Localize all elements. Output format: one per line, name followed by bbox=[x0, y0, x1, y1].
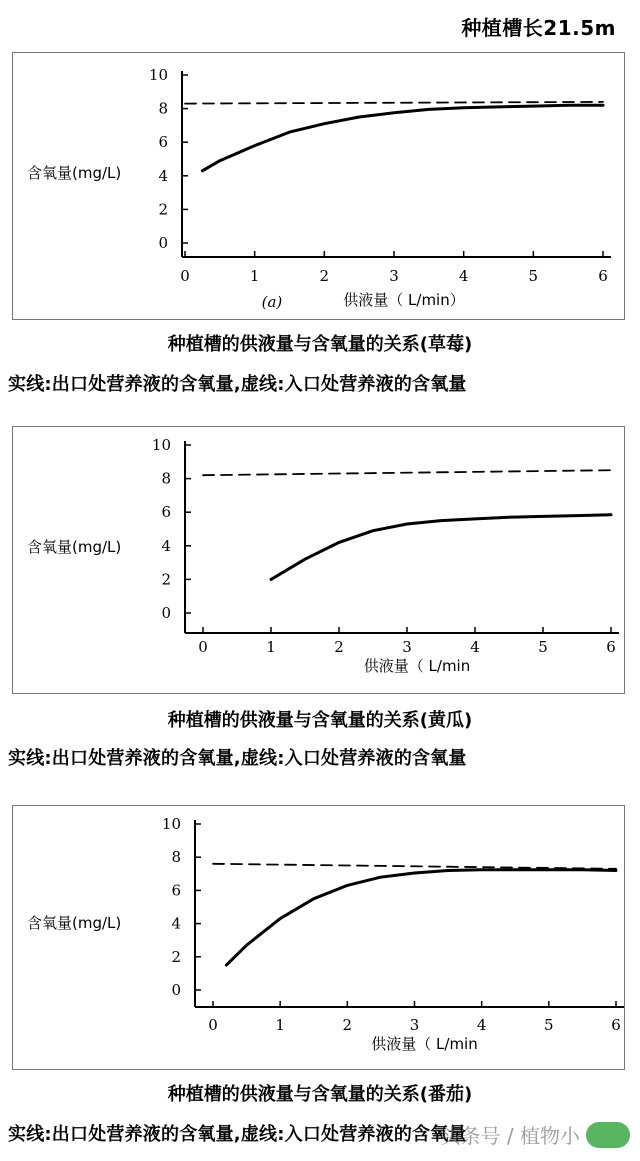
y-tick-label: 8 bbox=[161, 469, 171, 488]
y-tick-label: 6 bbox=[161, 503, 171, 522]
inlet-oxygen-dashed-line bbox=[213, 864, 616, 869]
y-tick-label: 0 bbox=[171, 981, 181, 999]
y-tick-label: 4 bbox=[161, 536, 171, 555]
y-tick-label: 10 bbox=[151, 436, 171, 454]
x-tick-label: 4 bbox=[470, 638, 480, 656]
chart-panel-strawberry bbox=[12, 52, 625, 320]
header-note: 种植槽长21.5m bbox=[461, 16, 616, 40]
outlet-oxygen-line bbox=[226, 870, 616, 965]
watermark-logo-icon bbox=[586, 1122, 630, 1148]
chart-panel-cucumber bbox=[12, 426, 625, 694]
line-chart-tomato bbox=[13, 806, 626, 1071]
x-tick-label: 1 bbox=[275, 1016, 285, 1034]
x-axis-label: 供液量（ L/min bbox=[371, 1035, 478, 1053]
legend-note-strawberry: 实线:出口处营养液的含氧量,虚线:入口处营养液的含氧量 bbox=[8, 374, 467, 395]
x-tick-label: 6 bbox=[598, 267, 608, 285]
x-tick-label: 3 bbox=[409, 1016, 420, 1034]
x-tick-label: 3 bbox=[389, 267, 399, 285]
x-tick-label: 6 bbox=[611, 1016, 621, 1034]
y-axis-label: 含氧量(mg/L) bbox=[27, 164, 122, 182]
chart-caption-strawberry: 种植槽的供液量与含氧量的关系(草莓) bbox=[167, 334, 473, 355]
inlet-oxygen-dashed-line bbox=[203, 470, 611, 475]
x-axis-label: 供液量（ L/min） bbox=[343, 291, 465, 309]
x-tick-label: 2 bbox=[334, 638, 344, 656]
y-tick-label: 0 bbox=[161, 604, 171, 622]
x-tick-label: 5 bbox=[538, 638, 548, 656]
x-tick-label: 4 bbox=[458, 267, 469, 285]
y-tick-label: 2 bbox=[171, 947, 181, 966]
x-tick-label: 2 bbox=[342, 1016, 353, 1034]
y-axis-label: 含氧量(mg/L) bbox=[27, 538, 122, 556]
y-axis-label: 含氧量(mg/L) bbox=[27, 914, 122, 932]
outlet-oxygen-line bbox=[202, 105, 603, 171]
y-tick-label: 10 bbox=[161, 815, 181, 833]
x-tick-label: 4 bbox=[476, 1016, 487, 1034]
y-tick-label: 4 bbox=[158, 166, 168, 185]
y-tick-label: 0 bbox=[158, 234, 168, 252]
y-tick-label: 6 bbox=[171, 881, 181, 900]
chart-caption-tomato: 种植槽的供液量与含氧量的关系(番茄) bbox=[167, 1084, 473, 1105]
chart-caption-cucumber: 种植槽的供液量与含氧量的关系(黄瓜) bbox=[167, 710, 473, 731]
x-tick-label: 2 bbox=[319, 267, 330, 285]
y-tick-label: 8 bbox=[171, 848, 181, 867]
y-tick-label: 2 bbox=[158, 200, 168, 219]
x-tick-label: 1 bbox=[249, 267, 260, 285]
x-tick-label: 0 bbox=[180, 267, 190, 285]
chart-panel-tomato bbox=[12, 805, 625, 1070]
watermark-text: 头条号 / 植物小 bbox=[440, 1124, 580, 1148]
y-tick-label: 8 bbox=[158, 99, 168, 118]
watermark bbox=[441, 1120, 630, 1149]
panel-label: (a) bbox=[261, 293, 283, 311]
x-axis-label: 供液量（ L/min bbox=[363, 657, 471, 675]
y-tick-label: 2 bbox=[161, 570, 171, 589]
x-tick-label: 5 bbox=[528, 267, 539, 285]
line-chart-cucumber bbox=[13, 427, 626, 695]
y-tick-label: 10 bbox=[148, 66, 168, 84]
x-tick-label: 6 bbox=[606, 638, 616, 656]
x-tick-label: 1 bbox=[266, 638, 276, 656]
line-chart-strawberry bbox=[13, 53, 626, 321]
outlet-oxygen-line bbox=[271, 515, 611, 580]
legend-note-tomato: 实线:出口处营养液的含氧量,虚线:入口处营养液的含氧量 bbox=[8, 1124, 467, 1145]
inlet-oxygen-dashed-line bbox=[185, 102, 603, 104]
x-tick-label: 0 bbox=[198, 638, 208, 656]
legend-note-cucumber: 实线:出口处营养液的含氧量,虚线:入口处营养液的含氧量 bbox=[8, 748, 467, 769]
x-tick-label: 3 bbox=[402, 638, 412, 656]
x-tick-label: 5 bbox=[544, 1016, 554, 1034]
y-tick-label: 4 bbox=[171, 914, 181, 933]
x-tick-label: 0 bbox=[208, 1016, 218, 1034]
y-tick-label: 6 bbox=[158, 133, 168, 152]
